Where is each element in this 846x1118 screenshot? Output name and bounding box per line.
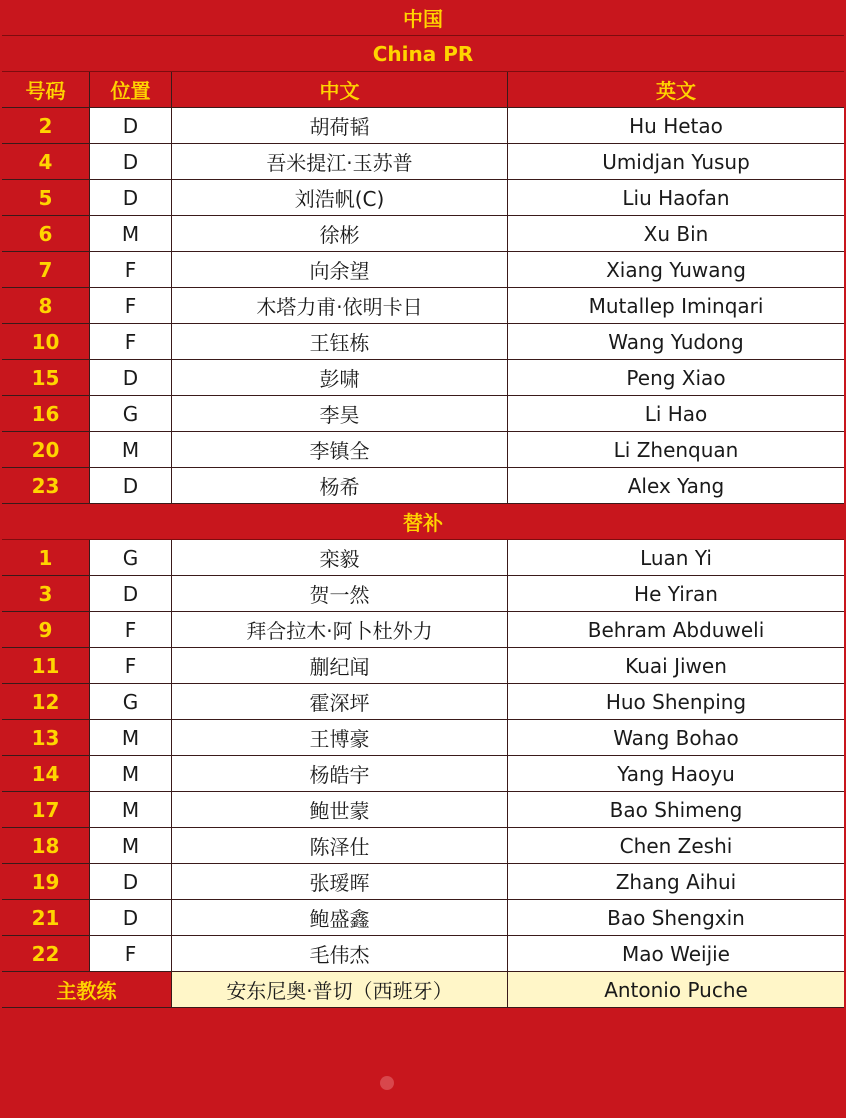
player-row: [2, 432, 844, 468]
player-chinese-name: 向余望: [172, 252, 508, 287]
player-row: [2, 648, 844, 684]
player-chinese-name: 鲍盛鑫: [172, 900, 508, 935]
player-english-name: Yang Haoyu: [508, 756, 844, 791]
player-row: [2, 252, 844, 288]
player-position: M: [90, 792, 172, 827]
player-english-name: Zhang Aihui: [508, 864, 844, 899]
player-position: F: [90, 288, 172, 323]
player-row: [2, 144, 844, 180]
player-number: 21: [2, 900, 90, 935]
coach-label: 主教练: [2, 972, 172, 1007]
player-english-name: Kuai Jiwen: [508, 648, 844, 683]
coach-english-name: Antonio Puche: [508, 972, 844, 1007]
player-row: [2, 936, 844, 972]
player-chinese-name: 拜合拉木·阿卜杜外力: [172, 612, 508, 647]
player-number: 9: [2, 612, 90, 647]
player-position: D: [90, 468, 172, 503]
player-english-name: Umidjan Yusup: [508, 144, 844, 179]
player-chinese-name: 李昊: [172, 396, 508, 431]
player-position: M: [90, 756, 172, 791]
player-chinese-name: 陈泽仕: [172, 828, 508, 863]
watermark: [380, 1072, 500, 1094]
player-number: 20: [2, 432, 90, 467]
player-position: M: [90, 432, 172, 467]
header-number: 号码: [2, 72, 90, 107]
player-position: D: [90, 576, 172, 611]
player-number: 11: [2, 648, 90, 683]
player-row: [2, 216, 844, 252]
player-chinese-name: 栾毅: [172, 540, 508, 575]
subs-title: 替补: [2, 504, 844, 540]
player-number: 3: [2, 576, 90, 611]
player-number: 1: [2, 540, 90, 575]
player-chinese-name: 刘浩帆(C): [172, 180, 508, 215]
player-english-name: Hu Hetao: [508, 108, 844, 143]
player-chinese-name: 王钰栋: [172, 324, 508, 359]
player-position: D: [90, 360, 172, 395]
player-position: F: [90, 936, 172, 971]
player-row: [2, 792, 844, 828]
player-english-name: Mao Weijie: [508, 936, 844, 971]
player-position: F: [90, 324, 172, 359]
player-chinese-name: 蒯纪闻: [172, 648, 508, 683]
team-subtitle: China PR: [2, 36, 844, 72]
player-chinese-name: 毛伟杰: [172, 936, 508, 971]
player-row: [2, 576, 844, 612]
player-english-name: Peng Xiao: [508, 360, 844, 395]
player-row: [2, 828, 844, 864]
player-position: F: [90, 252, 172, 287]
player-number: 18: [2, 828, 90, 863]
player-position: F: [90, 612, 172, 647]
player-row: [2, 900, 844, 936]
player-position: D: [90, 864, 172, 899]
player-english-name: He Yiran: [508, 576, 844, 611]
table-header-row: [2, 72, 844, 108]
player-position: D: [90, 900, 172, 935]
player-number: 7: [2, 252, 90, 287]
player-number: 2: [2, 108, 90, 143]
player-number: 8: [2, 288, 90, 323]
player-number: 17: [2, 792, 90, 827]
player-position: G: [90, 540, 172, 575]
player-position: G: [90, 396, 172, 431]
player-chinese-name: 彭啸: [172, 360, 508, 395]
player-row: [2, 468, 844, 504]
player-number: 15: [2, 360, 90, 395]
player-number: 12: [2, 684, 90, 719]
player-number: 16: [2, 396, 90, 431]
player-position: M: [90, 828, 172, 863]
player-position: M: [90, 720, 172, 755]
player-chinese-name: 张瑷晖: [172, 864, 508, 899]
player-row: [2, 180, 844, 216]
player-row: [2, 324, 844, 360]
coach-chinese-name: 安东尼奥·普切（西班牙）: [172, 972, 508, 1007]
header-position: 位置: [90, 72, 172, 107]
player-row: [2, 288, 844, 324]
player-number: 4: [2, 144, 90, 179]
player-position: D: [90, 108, 172, 143]
player-chinese-name: 胡荷韬: [172, 108, 508, 143]
player-position: M: [90, 216, 172, 251]
player-row: [2, 360, 844, 396]
player-number: 22: [2, 936, 90, 971]
player-chinese-name: 李镇全: [172, 432, 508, 467]
player-number: 23: [2, 468, 90, 503]
player-number: 13: [2, 720, 90, 755]
player-row: [2, 540, 844, 576]
player-position: D: [90, 180, 172, 215]
player-row: [2, 612, 844, 648]
player-english-name: Wang Yudong: [508, 324, 844, 359]
player-chinese-name: 杨皓宇: [172, 756, 508, 791]
player-english-name: Li Hao: [508, 396, 844, 431]
player-english-name: Liu Haofan: [508, 180, 844, 215]
player-english-name: Xu Bin: [508, 216, 844, 251]
player-chinese-name: 徐彬: [172, 216, 508, 251]
player-english-name: Wang Bohao: [508, 720, 844, 755]
player-position: D: [90, 144, 172, 179]
player-english-name: Alex Yang: [508, 468, 844, 503]
player-english-name: Luan Yi: [508, 540, 844, 575]
weibo-icon: [380, 1076, 394, 1090]
player-number: 19: [2, 864, 90, 899]
player-chinese-name: 木塔力甫·依明卡日: [172, 288, 508, 323]
player-chinese-name: 吾米提江·玉苏普: [172, 144, 508, 179]
player-row: [2, 756, 844, 792]
player-chinese-name: 杨希: [172, 468, 508, 503]
player-position: F: [90, 648, 172, 683]
player-english-name: Xiang Yuwang: [508, 252, 844, 287]
player-chinese-name: 霍深坪: [172, 684, 508, 719]
player-english-name: Huo Shenping: [508, 684, 844, 719]
player-chinese-name: 鲍世蒙: [172, 792, 508, 827]
team-title: 中国: [2, 0, 844, 36]
player-english-name: Chen Zeshi: [508, 828, 844, 863]
player-row: [2, 684, 844, 720]
header-chinese-name: 中文: [172, 72, 508, 107]
player-english-name: Li Zhenquan: [508, 432, 844, 467]
player-number: 10: [2, 324, 90, 359]
player-number: 5: [2, 180, 90, 215]
player-english-name: Bao Shimeng: [508, 792, 844, 827]
player-number: 14: [2, 756, 90, 791]
player-row: [2, 396, 844, 432]
player-position: G: [90, 684, 172, 719]
player-english-name: Bao Shengxin: [508, 900, 844, 935]
player-chinese-name: 贺一然: [172, 576, 508, 611]
player-row: [2, 108, 844, 144]
player-row: [2, 720, 844, 756]
player-english-name: Behram Abduweli: [508, 612, 844, 647]
header-english-name: 英文: [508, 72, 844, 107]
player-english-name: Mutallep Iminqari: [508, 288, 844, 323]
coach-row: [2, 972, 844, 1008]
player-row: [2, 864, 844, 900]
player-number: 6: [2, 216, 90, 251]
player-chinese-name: 王博豪: [172, 720, 508, 755]
